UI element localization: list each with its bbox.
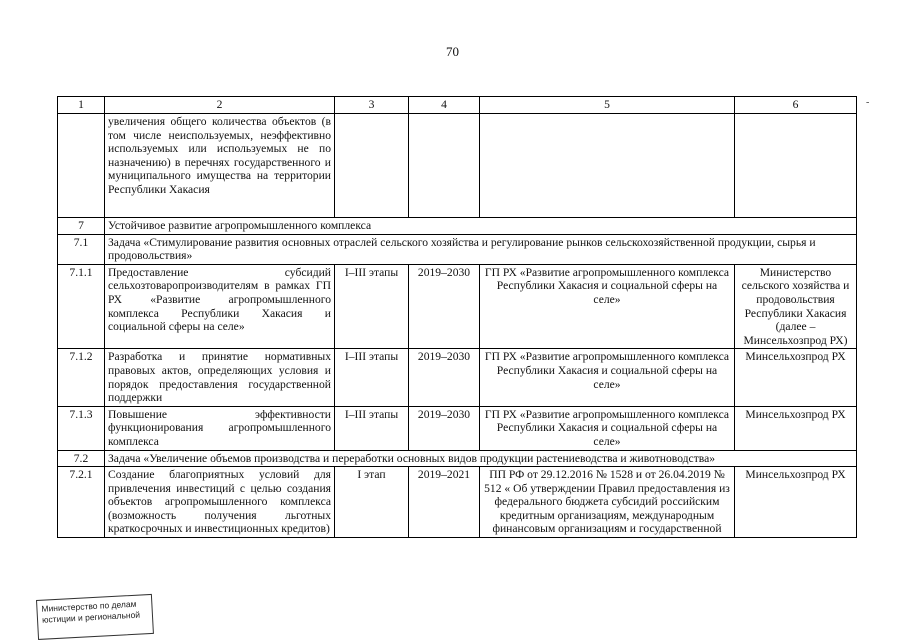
task-title: Задача «Увеличение объемов производства и переработки основных видов продукции растениеводства и животноводства» bbox=[105, 450, 857, 467]
stage-cell: I–III этапы bbox=[335, 264, 409, 349]
row-number bbox=[58, 114, 105, 218]
section-row bbox=[58, 218, 857, 235]
basis-cell: ГП РХ «Развитие агропромышленного комплекса Республики Хакасия и социальной сферы на селе» bbox=[480, 264, 735, 349]
measure-name: Создание благоприятных условий для привлечения инвестиций с целью создания объектов агропромышленного комплекса (возможность получения льготных краткосрочных и инвестиционных кредитов) bbox=[105, 467, 335, 538]
responsible-cell: Минсельхозпрод РХ bbox=[735, 467, 857, 538]
basis-cell: ГП РХ «Развитие агропромышленного комплекса Республики Хакасия и социальной сферы на селе» bbox=[480, 349, 735, 406]
header-col-1: 1 bbox=[58, 97, 105, 114]
basis-cell bbox=[480, 114, 735, 218]
row-number: 7.1.1 bbox=[58, 264, 105, 349]
section-title: Устойчивое развитие агропромышленного комплекса bbox=[105, 218, 857, 235]
task-row bbox=[58, 234, 857, 264]
measure-name: Предоставление субсидий сельхозтоваропроизводителям в рамках ГП РХ «Развитие агропромышленного комплекса Республики Хакасия и социальной сферы на селе» bbox=[105, 264, 335, 349]
stage-cell: I этап bbox=[335, 467, 409, 538]
period-cell: 2019–2030 bbox=[409, 264, 480, 349]
row-number: 7 bbox=[58, 218, 105, 235]
measure-name: Разработка и принятие нормативных правовых актов, определяющих условия и порядок предоставления государственной поддержки bbox=[105, 349, 335, 406]
responsible-cell: Минсельхозпрод РХ bbox=[735, 406, 857, 450]
stage-cell: I–III этапы bbox=[335, 349, 409, 406]
table-row bbox=[58, 264, 857, 349]
table-row bbox=[58, 467, 857, 538]
header-col-6: 6 bbox=[735, 97, 857, 114]
period-cell: 2019–2030 bbox=[409, 349, 480, 406]
row-number: 7.1 bbox=[58, 234, 105, 264]
stage-cell bbox=[335, 114, 409, 218]
task-row bbox=[58, 450, 857, 467]
header-col-4: 4 bbox=[409, 97, 480, 114]
table-row bbox=[58, 114, 857, 218]
period-cell: 2019–2030 bbox=[409, 406, 480, 450]
measures-table bbox=[57, 96, 857, 538]
responsible-cell: Минсельхозпрод РХ bbox=[735, 349, 857, 406]
basis-cell: ПП РФ от 29.12.2016 № 1528 и от 26.04.2019 № 512 « Об утверждении Правил предоставления из федерального бюджета субсидий российским кредитным организациям, международным финансовым организациям и государственной bbox=[480, 467, 735, 538]
header-col-5: 5 bbox=[480, 97, 735, 114]
header-row bbox=[58, 97, 857, 114]
measure-name: увеличения общего количества объектов (в том числе неиспользуемых, неэффективно используемых или используемых не по назначению) в перечнях государственного и муниципального имущества на территории Республики Хакасия bbox=[105, 114, 335, 218]
row-number: 7.2.1 bbox=[58, 467, 105, 538]
measure-name: Повышение эффективности функционирования агропромышленного комплекса bbox=[105, 406, 335, 450]
header-col-2: 2 bbox=[105, 97, 335, 114]
period-cell bbox=[409, 114, 480, 218]
table-row bbox=[58, 406, 857, 450]
stage-cell: I–III этапы bbox=[335, 406, 409, 450]
table-row bbox=[58, 349, 857, 406]
row-number: 7.1.3 bbox=[58, 406, 105, 450]
row-number: 7.2 bbox=[58, 450, 105, 467]
responsible-cell: Министерство сельского хозяйства и продовольствия Республики Хакасия (далее – Минсельхозпрод РХ) bbox=[735, 264, 857, 349]
header-col-3: 3 bbox=[335, 97, 409, 114]
task-title: Задача «Стимулирование развития основных отраслей сельского хозяйства и регулирование рынков сельскохозяйственной продукции, сырья и продовольствия» bbox=[105, 234, 857, 264]
period-cell: 2019–2021 bbox=[409, 467, 480, 538]
responsible-cell bbox=[735, 114, 857, 218]
row-number: 7.1.2 bbox=[58, 349, 105, 406]
registration-stamp: Министерство по делам юстиции и региональной bbox=[36, 594, 154, 640]
page-number: 70 bbox=[446, 44, 459, 59]
basis-cell: ГП РХ «Развитие агропромышленного комплекса Республики Хакасия и социальной сферы на селе» bbox=[480, 406, 735, 450]
margin-mark: - bbox=[866, 97, 870, 108]
